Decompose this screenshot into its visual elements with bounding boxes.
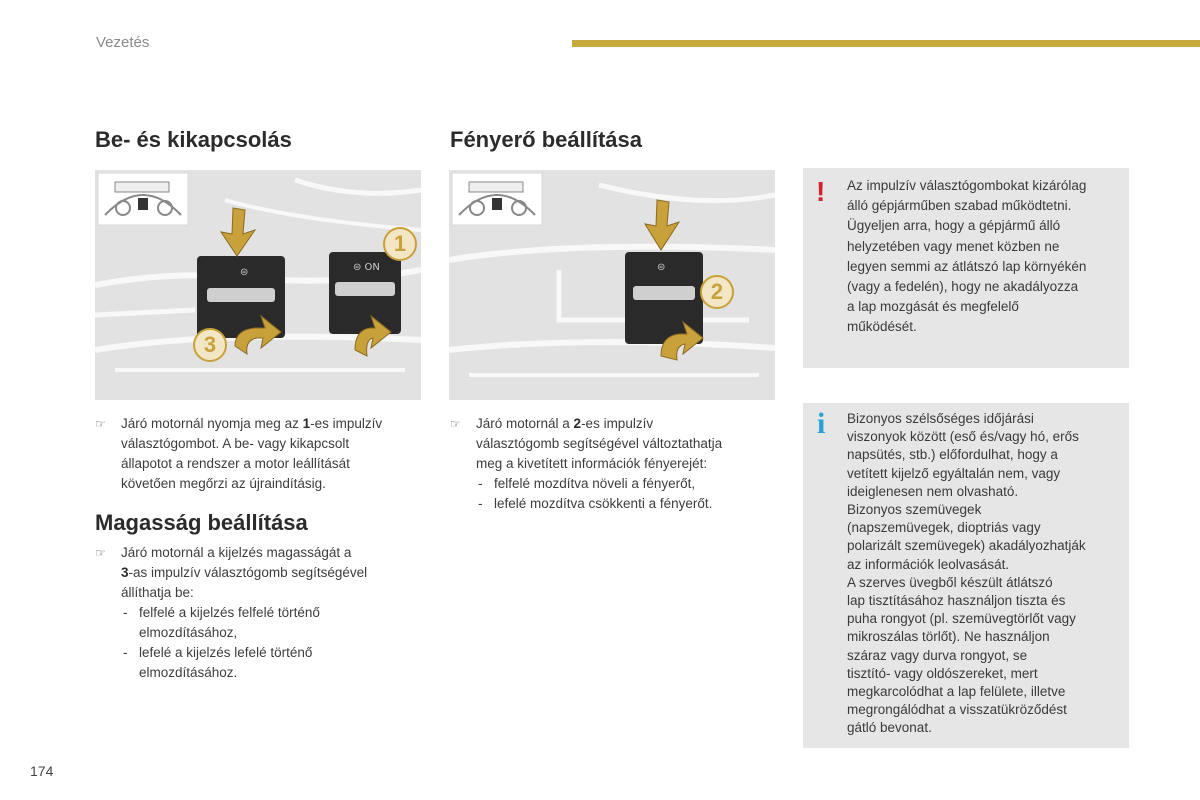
onoff-instruction xyxy=(95,414,435,494)
svg-text:⊜: ⊜ xyxy=(240,267,249,278)
brightness-text-line: meg a kivetített információk fényerejét: xyxy=(476,456,708,471)
illustration-on-off-buttons xyxy=(95,170,421,400)
svg-text:⊜ ON: ⊜ ON xyxy=(353,262,380,273)
info-line: gátló bevonat. xyxy=(847,720,932,736)
dash-bullet: - xyxy=(478,496,483,511)
height-item: elmozdításához, xyxy=(139,625,238,640)
info-line: puha rongyot (pl. szemüvegtörlőt vagy xyxy=(847,611,1076,627)
height-text-line: állíthatja be: xyxy=(121,585,194,600)
height-instruction xyxy=(95,543,435,683)
height-item: felfelé a kijelzés felfelé történő xyxy=(139,605,320,620)
brightness-instruction xyxy=(450,414,790,514)
onoff-text-pre: Járó motornál nyomja meg az xyxy=(121,416,303,431)
info-line: lap tisztításához használjon tiszta és xyxy=(847,593,1066,609)
info-line: vetített kijelző egyáltalán nem, vagy xyxy=(847,465,1061,481)
heading-on-off: Be- és kikapcsolás xyxy=(95,127,292,152)
brightness-item: felfelé mozdítva növeli a fényerőt, xyxy=(494,476,696,491)
height-text-bold: 3 xyxy=(121,565,129,580)
section-label: Vezetés xyxy=(96,34,150,51)
info-line: Bizonyos szemüvegek xyxy=(847,502,982,518)
pointing-hand-icon: ☞ xyxy=(95,546,106,560)
brightness-text-line: -es impulzív xyxy=(581,416,654,431)
warning-line: legyen semmi az átlátszó lap környékén xyxy=(847,258,1087,274)
warning-line: álló gépjárműben szabad működtetni. xyxy=(847,198,1072,214)
info-line: viszonyok között (eső és/vagy hó, erős xyxy=(847,429,1079,445)
info-line: mikroszálas törlőt). Ne használjon xyxy=(847,629,1050,645)
info-line: napsütés, stb.) előfordulhat, hogy a xyxy=(847,447,1058,463)
onoff-text-bold: 1 xyxy=(302,416,311,431)
warning-icon: ! xyxy=(816,176,826,207)
info-line: polarizált szemüvegek) akadályozhatják xyxy=(847,538,1086,554)
warning-line: Ügyeljen arra, hogy a gépjármű álló xyxy=(847,218,1061,234)
callout-1: 1 xyxy=(383,227,417,261)
info-line: az információk leolvasását. xyxy=(847,556,1010,572)
thumbnail-dashboard-icon xyxy=(98,173,188,225)
brightness-text-bold: 2 xyxy=(573,416,582,431)
dash-bullet: - xyxy=(123,605,128,620)
brightness-text-pre: Járó motornál a xyxy=(476,416,574,431)
svg-text:⊜: ⊜ xyxy=(657,262,666,273)
info-line: ideiglenesen nem olvasható. xyxy=(847,483,1019,499)
height-text-line: Járó motornál a kijelzés magasságát a xyxy=(121,545,352,560)
info-line: Bizonyos szélsőséges időjárási xyxy=(847,411,1034,426)
onoff-text-line: állapotot a rendszer a motor leállítását xyxy=(121,456,350,471)
callout-2: 2 xyxy=(700,275,734,309)
dash-bullet: - xyxy=(478,476,483,491)
info-line: megrongálódhat a visszatükröződést xyxy=(847,702,1067,718)
thumbnail-dashboard-icon xyxy=(452,173,542,225)
dash-bullet: - xyxy=(123,645,128,660)
heading-height: Magasság beállítása xyxy=(95,510,308,535)
page-number: 174 xyxy=(30,763,54,779)
warning-text xyxy=(847,176,1129,338)
onoff-text-line: választógombot. A be- vagy kikapcsolt xyxy=(121,436,350,451)
warning-line: a lap mozgását és megfelelő xyxy=(847,299,1019,315)
info-icon: i xyxy=(817,407,826,440)
warning-line: működését. xyxy=(847,319,917,335)
brightness-text-line: választógomb segítségével változtathatja xyxy=(476,436,723,451)
pointing-hand-icon: ☞ xyxy=(95,417,106,431)
warning-line: (vagy a fedelén), hogy ne akadályozza xyxy=(847,279,1079,295)
info-line: (napszemüvegek, dioptriás vagy xyxy=(847,520,1041,536)
info-box xyxy=(803,403,1129,748)
warning-line: helyzetében vagy menet közben ne xyxy=(847,238,1060,254)
height-text-line: -as impulzív választógomb segítségével xyxy=(128,565,368,580)
heading-brightness: Fényerő beállítása xyxy=(450,127,642,152)
brightness-item: lefelé mozdítva csökkenti a fényerőt. xyxy=(494,496,713,511)
height-item: elmozdításához. xyxy=(139,665,238,680)
info-line: megkarcolódhat a lap felülete, illetve xyxy=(847,684,1066,700)
warning-line: Az impulzív választógombokat kizárólag xyxy=(847,178,1087,193)
onoff-text-line: követően megőrzi az újraindításig. xyxy=(121,476,326,491)
info-line: tisztító- vagy oldószereket, mert xyxy=(847,665,1038,681)
header-accent-bar xyxy=(572,40,1200,47)
height-item: lefelé a kijelzés lefelé történő xyxy=(139,645,313,660)
info-text xyxy=(847,410,1129,738)
onoff-text-line: -es impulzív xyxy=(310,416,383,431)
pointing-hand-icon: ☞ xyxy=(450,417,461,431)
callout-3: 3 xyxy=(193,328,227,362)
info-line: száraz vagy durva rongyot, se xyxy=(847,647,1028,663)
info-line: A szerves üvegből készült átlátszó xyxy=(847,574,1053,590)
warning-box xyxy=(803,168,1129,368)
